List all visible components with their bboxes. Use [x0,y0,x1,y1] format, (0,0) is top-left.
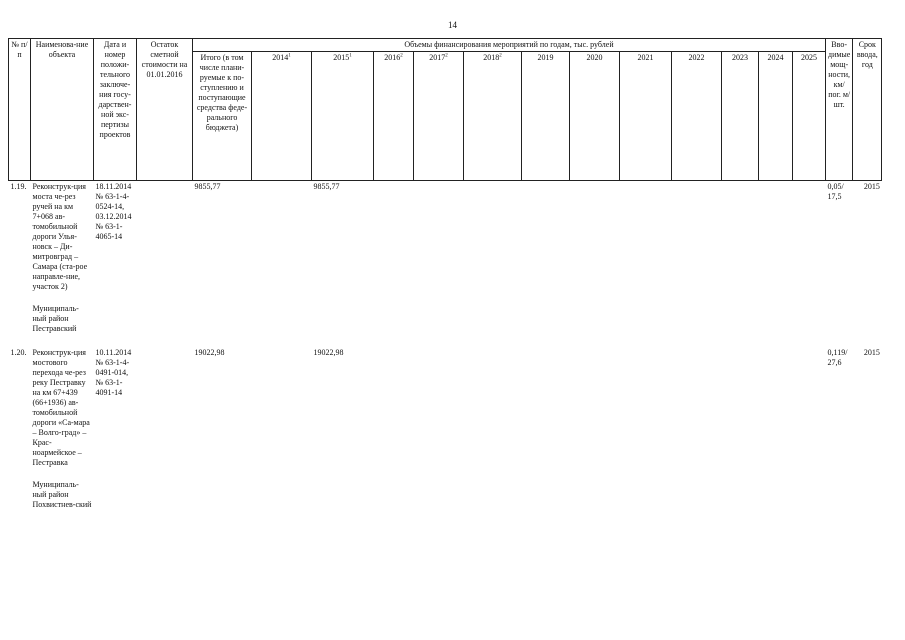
row-number: 1.20. [10,348,27,357]
header-year-2020: 2020 [570,52,620,181]
header-year-2015: 2015$^1$ [312,52,374,181]
table-row [9,181,882,336]
table-row [9,347,882,511]
header-year-2017: 2017$^2$ [414,52,464,181]
header-remaining: Остаток сметной стоимости на 01.01.2016 [137,39,193,181]
capacity-cell: 0,119/ 27,6 [827,348,848,367]
financing-table [8,38,882,511]
header-year-2021: 2021 [620,52,672,181]
object-name: Реконструк-ция моста че-рез ручей на км 7+068 ав-томобильной дороги Улья-новск – Ди-митровград – Самара (ста-рое направле-ние, участок 2) [32,182,88,291]
header-year-2016: 2016$^2$ [374,52,414,181]
term-cell: 2015 [863,182,880,191]
header-year-2025: 2025 [793,52,826,181]
term-cell: 2015 [863,348,880,357]
object-name: Реконструк-ция мостового перехода че-рез реку Пестравку на км 67+439 (66+1936) ав-томобильной дороги «Са-мара – Волго-град» – Крас-ноармейское – Пестравка [32,348,90,467]
header-term: Срок ввода, год [853,39,882,181]
remaining-cell [137,181,193,336]
header-no: № п/п [9,39,31,181]
object-district: Муниципаль-ный район Похвистнев-ский [32,480,92,509]
remaining-cell [137,347,193,511]
object-name-cell [31,181,94,336]
header-year-2014: 2014$^1$ [252,52,312,181]
object-name-cell [31,347,94,511]
page-number: 14 [448,20,457,30]
header-name: Наименова-ние объекта [31,39,94,181]
header-year-2024: 2024 [759,52,793,181]
capacity-cell: 0,05/ 17,5 [827,182,844,201]
header-financing-group: Объемы финансирования мероприятий по годам, тыс. рублей [193,39,826,52]
row-number: 1.19. [10,182,27,191]
header-total: Итого (в том числе плани-руемые к по-ступлению и поступающие средства феде-рального бюджета) [193,52,252,181]
year-2014-cell [252,347,312,511]
total-cell: 9855,77 [194,182,221,191]
year-2015-cell: 9855,77 [313,182,340,191]
header-year-2018: 2018$^2$ [464,52,522,181]
header-capacity: Вво-димые мощ-ности, км/ пог. м/шт. [826,39,853,181]
header-year-2019: 2019 [522,52,570,181]
header-year-2022: 2022 [672,52,722,181]
header-expertise: Дата и номер положи-тельного заключе-ния госу-дарствен-ной экс-пертизы проектов [94,39,137,181]
year-2014-cell [252,181,312,336]
total-cell: 19022,98 [194,348,225,357]
expertise-cell: 10.11.2014 № 63-1-4-0491-014, № 63-1-4091-14 [95,348,132,397]
object-district: Муниципаль-ный район Пестравский [32,304,79,333]
header-year-2023: 2023 [722,52,759,181]
expertise-cell: 18.11.2014 № 63-1-4-0524-14, 03.12.2014 № 63-1-4065-14 [95,182,132,241]
year-2015-cell: 19022,98 [313,348,344,357]
